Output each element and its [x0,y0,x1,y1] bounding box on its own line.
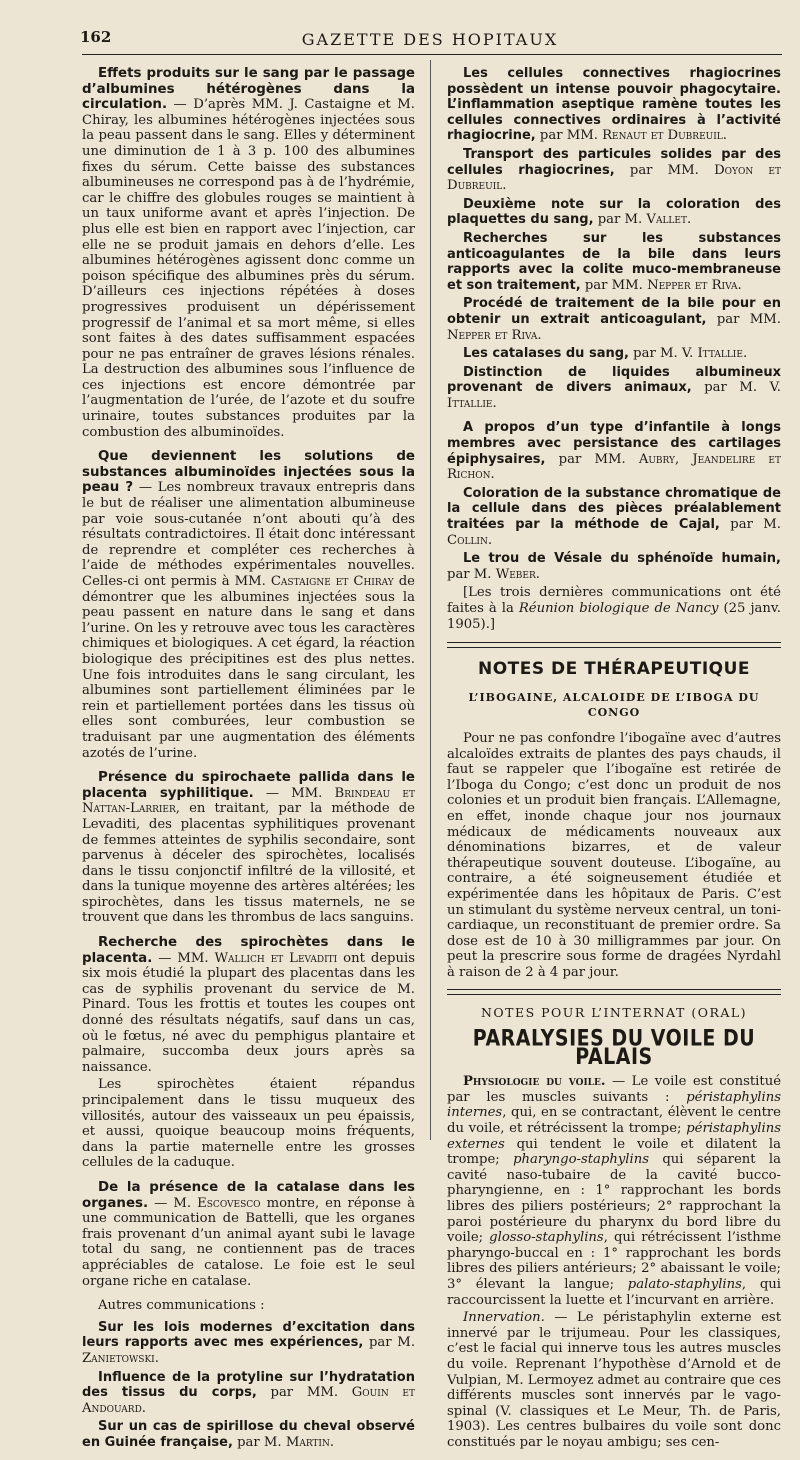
author-names: Renaut et Dubreuil [602,128,723,144]
communication-title: Transport des particules solides par des cellules rhagiocrines, [447,146,781,178]
author-names: Nepper et Riva [647,277,738,293]
communication-title: Le trou de Vésale du sphénoïde humain, [463,551,781,567]
communication-item [447,197,781,228]
communication-by: par MM. [580,277,648,293]
communication-title: Coloration de la substance chromatique de la cellule dans des pièces préalablement traitées par la méthode de Cajal, [447,485,781,533]
communication-item [447,147,781,194]
article-text: , en traitant, par la méthode de Levaditi, des placentas syphilitiques provenant de femmes atteintes de syphilis secondaire, sont parvenus à déceler des spirochètes, localisés dans le tissu conjonctif infiltré de la villosité, et dans la tunique moyenne des artères altérées; les spirochètes, dans les tissus maternels, ne se trouvent que dans les thrombus de lacs sanguins. [82,801,415,926]
article-albumines-circulation [82,66,415,440]
author-names: Ittallie [697,346,743,362]
article-ibogaine: Pour ne pas confondre l’ibogaïne avec d’autres alcaloïdes extraits de plantes des pays chauds, il faut se rappeler que l’ibogaïne est retirée de l’Iboga du Congo; c’est donc un produit de nos colonies et un produit bien français. L’Allemagne, en effet, inonde chaque jour nos journaux médicaux de médicaments nouveaux aux dénominations bizarres, et de valeur thérapeutique souvent douteuse. L’ibogaïne, au contraire, a été soigneusement étudiée et expérimentée dans les hôpitaux de Paris. C’est un stimulant du système nerveux central, un toni-cardiaque, un reconstituant de premier ordre. Sa dose est de 10 à 30 milligrammes par jour. On peut la prescrire sous forme de dragées Nyrdahl à raison de 2 à 4 par jour. [447,730,781,980]
journal-title: GAZETTE DES HOPITAUX [301,30,559,49]
article-lead: Effets produits sur le sang par le passage d’albumines hétérogènes dans la circulation. [82,66,415,113]
communication-title: Les cellules connectives rhagiocrines possèdent un intense pouvoir phagocytaire. L’inflammation aseptique ramène toutes les cellules connectives ordinaires à l’activité rhagiocrine, [447,66,781,144]
author-names: Aubry, Jeandelire et Richon [447,451,781,483]
communication-end: . [141,1400,146,1416]
article-text: de démontrer que les albumines injectées sous la peau passent en nature dans le sang et dans l’urine. On les y retrouve avec tous les caractères chimiques et biologiques. A cet égard, la réaction biologique des précipitines est des plus nettes. Une fois introduites dans le sang circulant, les albumines sont partiellement éliminées par le rein et partiellement portées dans les tissus où elles sont comburées, leur combustion se traduisant par une augmentation des éléments azotés de l’urine. [82,574,415,761]
running-header [80,28,780,50]
article-recherche-spirochetes [82,935,415,1075]
communication-end: . [737,277,742,293]
article-lead: Physiologie du voile. [463,1074,606,1090]
communication-title: Sur un cas de spirillose du cheval observé en Guinée française, [82,1419,415,1450]
communication-item [447,66,781,144]
communication-end: . [686,212,692,228]
communication-item [447,231,781,293]
section-rule [447,989,781,995]
article-lead: Recherche des spirochètes dans le placenta. [82,935,415,966]
article-text: — M. [148,1195,198,1211]
muscle-name: péristaphylins internes [447,1089,781,1121]
communication-by: par M. [593,212,647,228]
communication-title: Influence de la protyline sur l’hydratation des tissus du corps, [82,1369,415,1401]
note-text: [Les trois dernières communications ont été faites à la [447,585,781,616]
muscle-name: pharyngo-staphylins [513,1152,649,1168]
communication-by: par MM. [256,1385,352,1401]
author-names: Castaigne et Chiray [270,574,394,589]
article-text: — Les nombreux travaux entrepris dans le but de réaliser une alimentation albumineuse par voie sous-cutanée n’ont abouti qu’à des résultats contradictoires. Il était donc intéressant de reprendre et compléter ces recherches à l’aide de méthodes expérimentales nouvelles. Celles-ci ont permis à MM. [82,480,415,589]
communication-by: par MM. [706,311,781,327]
communication-by: par M. [719,517,781,533]
communication-item [82,1419,415,1450]
article-lead: Innervation. [463,1310,545,1326]
communication-end: . [502,178,507,194]
page-number: 162 [80,28,112,46]
communication-item [447,551,781,582]
section-rule [447,642,781,648]
communication-end: . [329,1434,335,1450]
author-names: Doyon et Dubreuil [447,162,781,194]
communication-title: Sur les lois modernes d’excitation dans leurs rapports avec mes expériences, [82,1319,415,1351]
article-text: montre, en réponse à une communication de Battelli, que les organes frais provenant d’un animal ayant subi le lavage total du sang, ne contiennent pas de traces appréciables de catalose. Le foie est le seul organe riche en catalase. [82,1195,415,1289]
communication-by: par MM. [545,451,639,467]
article-text: — MM. [152,950,215,966]
article-spirochaete-placenta [82,770,415,926]
header-rule [82,54,782,55]
author-names: Weber [495,566,536,582]
column-divider [430,60,431,1140]
communication-title: Recherches sur les substances anticoagulantes de la bile dans leurs rapports avec la colite muco-membraneuse et son traitement, [447,230,781,293]
communication-end: . [487,532,493,548]
article-paragraph: Les spirochètes étaient répandus principalement dans le tissu muqueux des villosités, autour des vaisseaux un peu épaissis, et aussi, quoique beaucoup moins fréquents, dans la partie maternelle entre les grosses cellules de la caduque. [82,1077,415,1171]
other-communications-label: Autres communications : [98,1298,265,1314]
communication-item [447,296,781,343]
section-title-therapeutique: NOTES DE THÉRAPEUTIQUE [477,659,751,680]
author-names: Ittallie [447,395,493,411]
communication-title: Distinction de liquides albumineux provenant de divers animaux, [447,364,781,396]
section-title-paralysies: PARALYSIES DU VOILE DU PALAIS [472,1026,756,1070]
author-names: Brindeau et Nattan-Larrier [82,785,415,817]
article-text: , qui rétrécissent l’isthme pharyngo-buccal en : 1° rapprochant les bords libres des piliers antérieurs; 2° abaissant le voile; 3° élevant la langue; [447,1230,782,1292]
communication-title: Deuxième note sur la coloration des plaquettes du sang, [447,196,781,228]
communication-by: par M. V. [628,346,698,362]
author-names: Collin [447,532,488,548]
article-text: — D’après MM. J. Castaigne et M. Chiray, les albumines hétérogènes injectées sous la peau passent dans le sang. Elles y déterminent une diminution de 1 à 3 p. 100 des albumines fixes du sérum. Cette baisse des substances albumineuses ne correspond pas à de l’hydrémie, car le chiffre des globules rouges se maintient à un taux uniforme avant et après l’injection. De plus elle est bien en rapport avec l’injection, car elle ne se produit jamais en dehors d’elle. Les albumines hétérogènes agissent donc comme un poison spécifique des albumines près du sérum. D’ailleurs ces injections répétées à doses progressives produisent un dépérissement progressif de l’animal et sa mort même, si elles sont faites à des dates suffisamment espacées pour ne pas entraîner de graves lésions rénales. La destruction des albumines sous l’influence de ces injections est encore démontrée par l’augmentation de l’urée, de l’azote et du soufre urinaire, toutes substances produites par la combustion des albuminoïdes. [82,97,415,440]
communication-by: par M. V. [691,380,781,396]
article-lead: Présence du spirochaete pallida dans le placenta syphilitique. [82,770,415,801]
section-title-internat: NOTES POUR L’INTERNAT (ORAL) [480,1005,748,1021]
communication-item [82,1320,415,1367]
left-column [82,66,415,1453]
communication-title: A propos d’un type d’infantile à longs membres avec persistance des cartilages épiphysaires, [447,420,781,467]
article-text: — Le voile est constitué par les muscles suivants : [447,1074,781,1105]
communication-end: . [722,128,727,144]
communication-item [447,346,781,362]
author-names: Vallet [646,212,687,228]
article-innervation [447,1310,781,1450]
communication-title: Les catalases du sang, [463,346,629,362]
article-solutions-albuminoides [82,449,415,761]
muscle-name: palato-staphylins [627,1276,742,1292]
note-text: (25 janv. 1905).] [447,601,781,632]
communication-end: . [535,566,540,582]
article-catalase [82,1180,415,1289]
author-names: Wallich et Levaditi [214,950,338,966]
article-text: qui tendent le voile et dilatent la trompe; [447,1136,781,1168]
muscle-name: glosso-staphylins [489,1230,604,1246]
article-physiologie [447,1074,781,1308]
communication-by: par M. [232,1434,286,1450]
article-text: , qui, en se contractant, élèvent le centre du voile, et rétrécissent la trompe; [447,1105,781,1137]
communication-item [447,365,781,412]
author-names: Gouin et Andouard [82,1385,415,1416]
article-text: — MM. [253,785,335,801]
article-text: qui séparent la cavité naso-tubaire de la cavité bucco-pharyngienne, en : 1° rapprochant les bords libres des piliers postérieurs; 2° rapprochant la paroi postérieure du pharynx du bord libre du voile; [447,1152,781,1246]
editorial-note [447,585,781,632]
communication-item [82,1370,415,1417]
communication-end: . [154,1350,159,1366]
article-lead: De la présence de la catalase dans les organes. [82,1179,415,1211]
communication-by: par M. [363,1335,416,1351]
right-column [447,66,781,1460]
communication-end: . [537,327,542,343]
communication-item [447,486,781,548]
author-names: Nepper et Riva [447,327,538,343]
communication-by: par M. [447,566,496,582]
communication-end: . [742,346,748,362]
communication-item [447,420,781,482]
article-text: ont depuis six mois étudié la plupart des placentas dans les cas de syphilis provenant du service de M. Pinard. Tous les frottis et toutes les coupes ont donné des résultats négatifs, sauf dans un cas, où le fœtus, né avec du pemphigus plantaire et palmaire, succomba deux jours après sa naissance. [82,950,415,1075]
communication-by: par MM. [614,162,715,178]
article-lead: Que deviennent les solutions de substances albuminoïdes injectées sous la peau ? [82,449,415,496]
subsection-title-ibogaine: L’IBOGAINE, ALCALOIDE DE L’IBOGA DU CONGO [468,690,760,720]
author-names: Zanietowski [82,1350,155,1366]
note-italic: Réunion biologique de Nancy [518,601,719,616]
article-text: , qui raccourcissent la luette et l’incurvant en arrière. [447,1276,781,1308]
communication-end: . [492,395,497,411]
author-names: Escovesco [197,1195,261,1211]
article-text: — Le péristaphylin externe est innervé par le trijumeau. Pour les classiques, c’est le facial qui innerve tous les autres muscles du voile. Reprenant l’hypothèse d’Arnold et de Vulpian, M. Lermoyez admet au contraire que ces différents muscles sont innervés par le vago-spinal (V. classiques et Le Meur, Th. de Paris, 1903). Les centres bulbaires du voile sont donc constitués par le noyau ambigu; ses cen- [447,1310,781,1450]
communication-title: Procédé de traitement de la bile pour en obtenir un extrait anticoagulant, [447,296,781,327]
communication-end: . [490,467,495,483]
communication-by: par MM. [535,128,603,144]
author-names: Martin [285,1434,330,1450]
muscle-name: péristaphylins externes [447,1121,781,1152]
